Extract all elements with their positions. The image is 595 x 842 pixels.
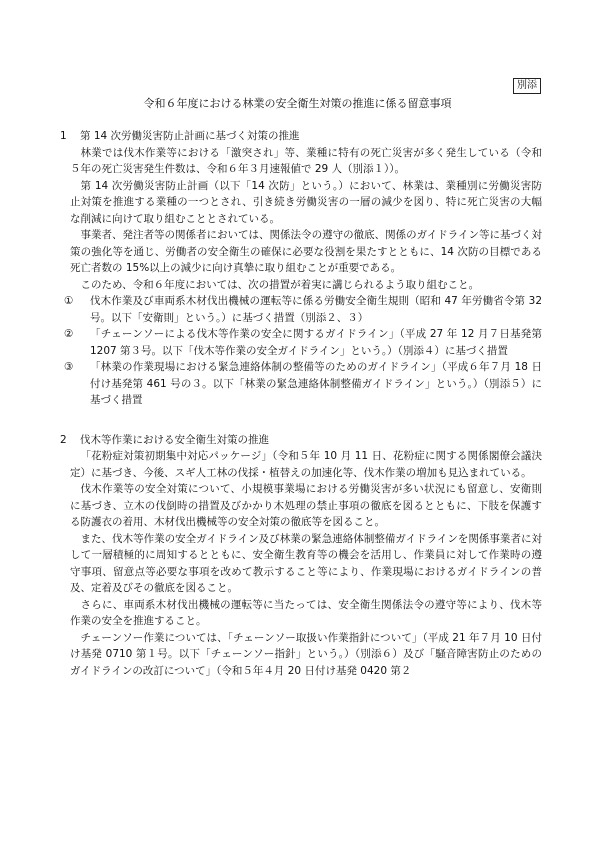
section-number: 2 <box>60 433 67 446</box>
paragraph: このため、令和６年度においては、次の措置が着実に講じられるよう取り組むこと。 <box>80 278 480 291</box>
section-heading-text: 伐木等作業における安全衛生対策の推進 <box>80 433 269 446</box>
attachment-label: 別添 <box>513 78 541 94</box>
section-heading-text: 第 14 次労働災害防止計画に基づく対策の推進 <box>80 130 300 142</box>
item-marker: ③ <box>64 361 74 373</box>
paragraph: さらに、車両系木材伐出機械の運転等に当たっては、安全衛生関係法令の遵守等により、伐木等作業の安全を推進すること。 <box>70 598 542 627</box>
paragraph: 伐木作業等の安全対策について、小規模事業場における労働災害が多い状況にも留意し、安衛則に基づき、立木の伐倒時の措置及びかかり木処理の禁止事項の徹底を図るとともに、下肢を保護する防護衣の着用、木材伐出機械等の安全対策の徹底等を図ること。 <box>70 483 542 528</box>
section-1 <box>60 128 542 409</box>
paragraph: 林業では伐木作業等における「激突され」等、業種に特有の死亡災害が多く発生している（令和５年の死亡災害発生件数は、令和６年３月速報値で 29 人（別添１））。 <box>70 146 542 175</box>
paragraph: 第 14 次労働災害防止計画（以下「14 次防」という。）において、林業は、業種別に労働災害防止対策を推進する業種の一つとされ、引き続き労働災害の一層の減少を図り、特に死亡災害の大幅な削減に向けて取り組むこととされている。 <box>70 179 542 225</box>
item-text: 「チェーンソーによる伐木等作業の安全に関するガイドライン」（平成 27 年 12 月７日基発第 1207 第３号。以下「伐木等作業の安全ガイドライン」という。）（別添４）に基づく措置 <box>90 328 542 357</box>
item-marker: ② <box>64 328 74 340</box>
paragraph: チェーンソー作業については、「チェーンソー取扱い作業指針について」（平成 21 年７月 10 日付け基発 0710 第１号。以下「チェーンソー指針」という。）（別添６）及び「騒音障害防止のためのガイドラインの改訂について」（令和５年４月 20 日付け基発 0420 第２ <box>70 631 542 677</box>
list-item <box>60 293 542 326</box>
list-item <box>60 326 542 359</box>
paragraph: また、伐木等作業の安全ガイドライン及び林業の緊急連絡体制整備ガイドラインを関係事業者に対して一層積極的に周知するとともに、安全衛生教育等の機会を活用し、作業員に対して作業時の遵守事項、留意点等必要な事項を改めて教示すること等により、作業現場におけるガイドラインの普及、定着及びその徹底を図ること。 <box>70 532 542 594</box>
document-title: 令和６年度における林業の安全衛生対策の推進に係る留意事項 <box>143 97 452 110</box>
section-2 <box>60 432 542 680</box>
item-text: 伐木作業及び車両系木材伐出機械の運転等に係る労働安全衛生規則（昭和 47 年労働省令第 32 号。以下「安衛則」という。）に基づく措置（別添２、３） <box>90 295 542 324</box>
paragraph: 事業者、発注者等の関係者においては、関係法令の遵守の徹底、関係のガイドライン等に基づく対策の強化等を通じ、労働者の安全衛生の確保に必要な役割を果たすとともに、14 次防の目標である死亡者数の 15%以上の減少に向け真摯に取り組むことが重要である。 <box>70 229 542 274</box>
section-number: 1 <box>60 130 67 142</box>
item-text: 「林業の作業現場における緊急連絡体制の整備等のためのガイドライン」（平成６年７月 18 日付け基発第 461 号の３。以下「林業の緊急連絡体制整備ガイドライン」という。）（別添５）に基づく措置 <box>90 361 542 406</box>
item-marker: ① <box>64 295 74 307</box>
section-heading <box>60 432 542 449</box>
paragraph: 「花粉症対策初期集中対応パッケージ」（令和５年 10 月 11 日、花粉症に関する関係閣僚会議決定）に基づき、今後、スギ人工林の伐採・植替えの加速化等、伐木作業の増加も見込まれている。 <box>70 450 542 479</box>
list-item <box>60 359 542 409</box>
section-heading <box>60 128 542 145</box>
document-body <box>60 128 542 679</box>
